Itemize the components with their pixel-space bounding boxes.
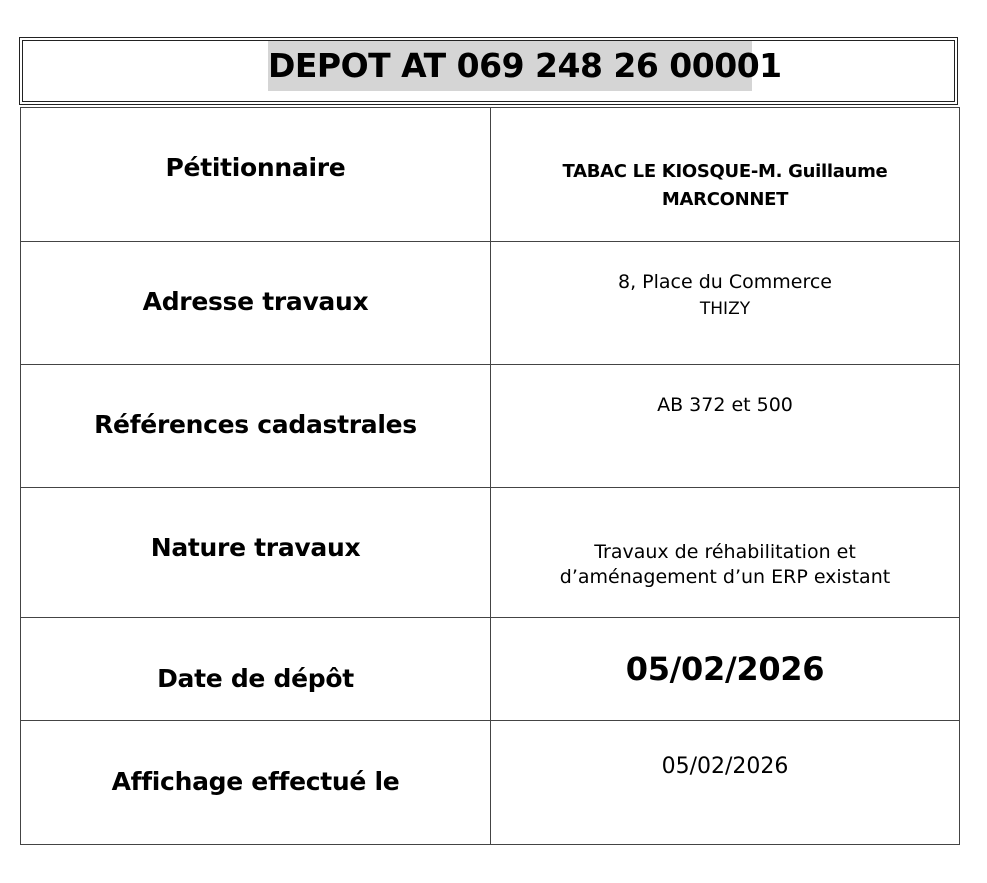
label-references-cadastrales: Références cadastrales xyxy=(94,410,417,439)
label-petitionnaire: Pétitionnaire xyxy=(165,153,346,182)
label-cell xyxy=(21,242,491,365)
value-cell xyxy=(491,242,960,365)
table-row-affichage xyxy=(21,721,960,845)
document-title: DEPOT AT 069 248 26 00001 xyxy=(268,41,752,91)
value-adresse-line2: THIZY xyxy=(699,299,751,319)
label-cell xyxy=(21,488,491,618)
value-date-depot: 05/02/2026 xyxy=(625,650,825,688)
table-row-nature xyxy=(21,488,960,618)
label-adresse-travaux: Adresse travaux xyxy=(142,287,369,316)
table-row-references xyxy=(21,365,960,488)
label-cell xyxy=(21,721,491,845)
label-nature-travaux: Nature travaux xyxy=(150,533,361,562)
table-row-adresse xyxy=(21,242,960,365)
document-title-box xyxy=(19,37,958,105)
value-affichage: 05/02/2026 xyxy=(661,754,789,779)
value-cell xyxy=(491,108,960,242)
label-date-depot: Date de dépôt xyxy=(157,664,354,693)
value-petitionnaire-line1: TABAC LE KIOSQUE-M. Guillaume xyxy=(562,161,888,182)
table-row-date-depot xyxy=(21,618,960,721)
value-cell xyxy=(491,488,960,618)
label-cell xyxy=(21,618,491,721)
permit-info-table xyxy=(20,107,960,845)
value-cell xyxy=(491,721,960,845)
value-nature-line2: d’aménagement d’un ERP existant xyxy=(559,566,891,588)
value-petitionnaire-line2: MARCONNET xyxy=(661,189,789,210)
table-row-petitionnaire xyxy=(21,108,960,242)
value-nature-line1: Travaux de réhabilitation et xyxy=(594,541,856,563)
value-adresse-line1: 8, Place du Commerce xyxy=(618,271,832,293)
value-cell xyxy=(491,618,960,721)
label-affichage: Affichage effectué le xyxy=(111,767,400,796)
label-cell xyxy=(21,365,491,488)
value-references: AB 372 et 500 xyxy=(657,394,793,416)
value-cell xyxy=(491,365,960,488)
label-cell xyxy=(21,108,491,242)
